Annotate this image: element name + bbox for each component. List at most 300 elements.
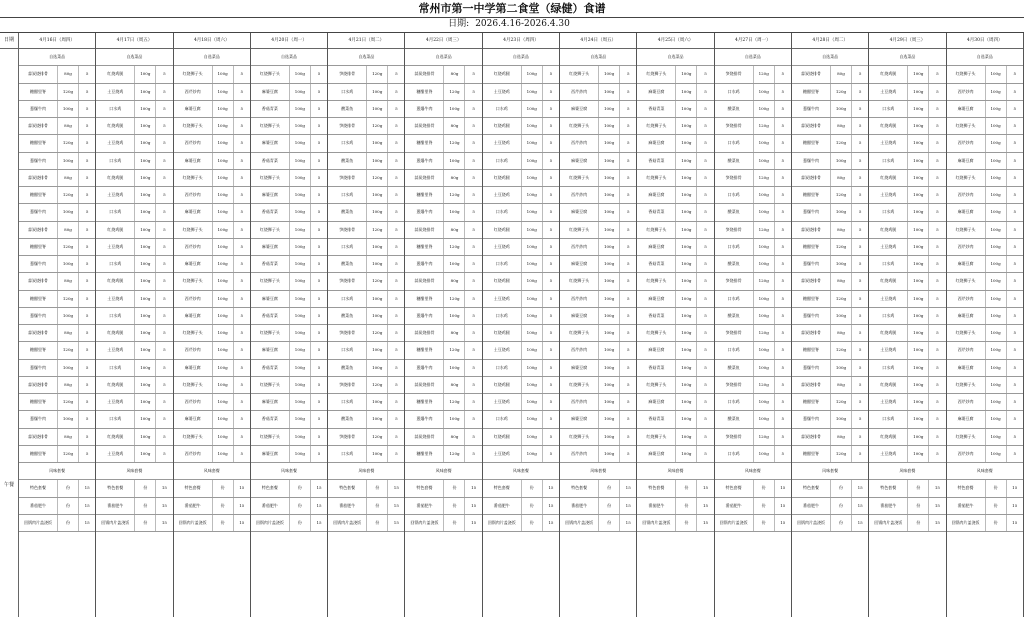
set-meal-price: 15 <box>857 519 863 525</box>
dish-row <box>637 101 713 118</box>
set-meal-row <box>174 498 250 515</box>
dish-name: 土豆烧鸡 <box>96 291 135 307</box>
dish-weight: 100g <box>213 325 234 341</box>
dish-weight: 100g <box>676 360 697 376</box>
day-header: 4月28日（周二） <box>792 33 868 49</box>
dish-weight: 100g <box>831 360 852 376</box>
dish-weight: 100g <box>522 256 543 272</box>
dish-weight: 100g <box>908 291 929 307</box>
set-meal-row <box>19 498 95 515</box>
dish-weight: 100g <box>290 222 311 238</box>
dish-name: 糖醋里脊 <box>792 84 831 100</box>
dish-name: 红烧狮子头 <box>174 170 213 186</box>
dish-row <box>483 342 559 359</box>
dish-name: 麻婆豆腐 <box>637 187 676 203</box>
dish-name: 口水鸡 <box>715 187 754 203</box>
dish-price: 5 <box>936 105 939 111</box>
dish-price: 5 <box>549 88 553 94</box>
dish-price: 5 <box>858 416 862 422</box>
dish-row <box>792 170 868 187</box>
dish-row <box>483 429 559 446</box>
dish-name: 口水鸡 <box>715 84 754 100</box>
dish-weight: 100g <box>135 239 156 255</box>
dish-price: 5 <box>472 71 475 77</box>
dish-weight: 100g <box>367 394 388 410</box>
set-meal-price: 15 <box>625 502 631 508</box>
dish-name: 糖醋里脊 <box>792 342 831 358</box>
dish-row <box>637 273 713 290</box>
dish-name: 糖醋里脊 <box>19 342 58 358</box>
dish-weight: 100g <box>213 360 234 376</box>
set-meal-price: 15 <box>934 502 940 508</box>
dish-row <box>869 411 945 428</box>
dish-price: 5 <box>240 71 244 77</box>
dish-name: 蒜炭烧排骨 <box>19 118 58 134</box>
dish-price: 5 <box>395 295 398 301</box>
dish-row <box>560 360 636 377</box>
dish-price: 5 <box>781 123 785 128</box>
set-meal-name: 番茄肥牛 <box>947 498 986 514</box>
dish-name: 麻婆豆腐 <box>947 153 986 169</box>
dish-name: 西芹炒肉 <box>560 84 599 100</box>
dish-name: 红烧狮子头 <box>560 377 599 393</box>
dish-name: 西芹炒肉 <box>174 446 213 462</box>
dish-price: 5 <box>936 209 939 215</box>
dish-weight: 100g <box>908 118 929 134</box>
dish-price: 5 <box>858 433 862 439</box>
dish-row <box>715 66 791 83</box>
dish-price: 5 <box>781 71 785 77</box>
dish-price: 5 <box>704 399 707 404</box>
dish-price: 5 <box>704 295 707 301</box>
dish-price: 5 <box>240 123 244 128</box>
dish-name: 口水鸡 <box>715 394 754 410</box>
dish-weight: 100g <box>367 291 388 307</box>
set-meal-row <box>947 480 1023 497</box>
dish-price: 5 <box>781 450 785 456</box>
dish-name: 土豆烧鸡 <box>869 135 908 151</box>
dish-weight: 100g <box>290 394 311 410</box>
dish-name: 红烧鸡腿 <box>96 170 135 186</box>
dish-name: 西芹炒肉 <box>174 239 213 255</box>
set-meal-unit: 份 <box>831 515 852 531</box>
dish-row <box>251 118 327 135</box>
dish-price: 5 <box>549 123 553 128</box>
dish-name: 红烧鸡腿 <box>96 377 135 393</box>
category-label: 自选菜品 <box>405 49 481 66</box>
dish-name: 红烧鸡腿 <box>869 273 908 289</box>
dish-name: 土豆烧鸡 <box>869 291 908 307</box>
dish-price: 5 <box>240 312 244 318</box>
dish-row <box>869 256 945 273</box>
dish-price: 5 <box>549 364 553 370</box>
set-meal-price: 15 <box>702 519 709 525</box>
set-meal-price: 15 <box>625 485 631 491</box>
dish-name: 红烧狮子头 <box>560 66 599 82</box>
category-label: 自选菜品 <box>792 49 868 66</box>
dish-row <box>637 170 713 187</box>
dish-row <box>328 291 404 308</box>
dish-weight: 80g <box>831 118 852 134</box>
dish-weight: 100g <box>599 411 620 427</box>
dish-row <box>19 204 95 221</box>
dish-row <box>19 153 95 170</box>
dish-row <box>328 256 404 273</box>
dish-name: 土豆烧鸡 <box>483 291 522 307</box>
dish-price: 5 <box>704 71 707 77</box>
dish-name: 葱爆牛肉 <box>405 256 444 272</box>
dish-price: 5 <box>781 140 785 146</box>
dish-name: 红烧鸡腿 <box>869 66 908 82</box>
set-meal-unit: 份 <box>599 480 620 496</box>
dish-row <box>96 360 172 377</box>
flavor-label: 风味套餐 <box>96 463 172 480</box>
dish-weight: 100g <box>908 204 929 220</box>
dish-price: 5 <box>704 364 707 370</box>
dish-name: 西芹炒肉 <box>560 446 599 462</box>
dish-name: 笋烧排骨 <box>328 170 367 186</box>
dish-weight: 100g <box>522 66 543 82</box>
set-meal-unit: 份 <box>135 498 156 514</box>
set-meal-name: 特色套餐 <box>96 480 135 496</box>
dish-weight: 100g <box>676 187 697 203</box>
dish-name: 糖醋里脊 <box>19 187 58 203</box>
dish-weight: 100g <box>599 135 620 151</box>
dish-row <box>251 291 327 308</box>
dish-price: 5 <box>1013 123 1016 128</box>
dish-price: 5 <box>549 278 553 284</box>
dish-row <box>947 153 1023 170</box>
dish-price: 5 <box>317 174 321 180</box>
dish-row <box>328 308 404 325</box>
dish-name: 香菇青菜 <box>251 101 290 117</box>
dish-price: 5 <box>395 433 398 439</box>
dish-price: 5 <box>395 261 398 266</box>
dish-price: 5 <box>240 347 244 353</box>
dish-weight: 100g <box>290 187 311 203</box>
dish-weight: 100g <box>444 101 465 117</box>
dish-weight: 120g <box>831 84 852 100</box>
dish-price: 5 <box>936 123 939 128</box>
dish-price: 5 <box>472 295 475 301</box>
dish-price: 5 <box>85 157 89 163</box>
dish-weight: 100g <box>986 153 1007 169</box>
day-column <box>792 33 869 617</box>
dish-weight: 100g <box>522 118 543 134</box>
dish-weight: 100g <box>599 118 620 134</box>
set-meal-unit: 份 <box>367 480 388 496</box>
dish-price: 5 <box>549 399 553 404</box>
dish-price: 5 <box>781 295 785 301</box>
dish-row <box>96 256 172 273</box>
dish-price: 5 <box>85 295 89 301</box>
dish-price: 5 <box>85 243 89 249</box>
dish-row <box>715 222 791 239</box>
set-meal-name: 回锅肉片盖浇饭 <box>869 515 908 531</box>
set-meal-name: 回锅肉片盖浇饭 <box>947 515 986 531</box>
dish-price: 5 <box>549 381 553 387</box>
dish-price: 5 <box>163 278 166 284</box>
dish-row <box>715 101 791 118</box>
dish-row <box>251 411 327 428</box>
dish-price: 5 <box>163 243 166 249</box>
dish-name: 葱爆牛肉 <box>19 153 58 169</box>
set-meal-row <box>715 498 791 515</box>
dish-price: 5 <box>858 261 862 266</box>
dish-price: 5 <box>85 330 89 335</box>
dish-name: 口水鸡 <box>715 342 754 358</box>
dish-price: 5 <box>781 226 785 232</box>
set-meal-price: 15 <box>239 485 245 491</box>
dish-price: 5 <box>936 347 939 353</box>
dish-price: 5 <box>395 330 398 335</box>
dish-weight: 100g <box>754 101 775 117</box>
dish-name: 红烧狮子头 <box>174 66 213 82</box>
dish-price: 5 <box>472 261 475 266</box>
dish-weight: 100g <box>522 360 543 376</box>
dish-weight: 80g <box>444 273 465 289</box>
dish-name: 西芹炒肉 <box>174 187 213 203</box>
set-meal-row <box>637 480 713 497</box>
dish-weight: 100g <box>599 291 620 307</box>
dish-weight: 100g <box>367 135 388 151</box>
dish-price: 5 <box>395 123 398 128</box>
dish-weight: 100g <box>754 360 775 376</box>
dish-name: 笋烧排骨 <box>715 170 754 186</box>
set-meal-row <box>715 480 791 497</box>
dish-row <box>947 256 1023 273</box>
dish-row <box>792 135 868 152</box>
dish-price: 5 <box>85 226 89 232</box>
dish-price: 5 <box>704 209 707 215</box>
dish-price: 5 <box>936 295 939 301</box>
dish-weight: 100g <box>986 256 1007 272</box>
dish-row <box>483 84 559 101</box>
dish-row <box>792 118 868 135</box>
dish-weight: 120g <box>444 84 465 100</box>
dish-row <box>792 222 868 239</box>
dish-weight: 100g <box>290 446 311 462</box>
dish-price: 5 <box>781 364 785 370</box>
set-meal-name: 回锅肉片盖浇饭 <box>715 515 754 531</box>
dish-price: 5 <box>549 416 553 422</box>
dish-price: 5 <box>395 209 398 215</box>
set-meal-row <box>483 498 559 515</box>
dish-weight: 100g <box>599 256 620 272</box>
dish-weight: 80g <box>444 429 465 445</box>
dish-row <box>96 101 172 118</box>
dish-name: 蒜炭烧排骨 <box>405 170 444 186</box>
dish-name: 葱爆牛肉 <box>405 153 444 169</box>
dish-price: 5 <box>936 312 939 318</box>
dish-name: 葱爆牛肉 <box>19 256 58 272</box>
dish-row <box>328 446 404 463</box>
dish-weight: 100g <box>986 325 1007 341</box>
dish-row <box>483 118 559 135</box>
dish-name: 口水鸡 <box>328 291 367 307</box>
dish-price: 5 <box>781 105 785 111</box>
dish-weight: 120g <box>831 135 852 151</box>
dish-name: 西芹炒肉 <box>947 291 986 307</box>
dish-weight: 100g <box>986 66 1007 82</box>
dish-row <box>96 377 172 394</box>
flavor-label: 风味套餐 <box>947 463 1023 480</box>
set-meal-price: 15 <box>934 485 940 491</box>
set-meal-row <box>483 480 559 497</box>
dish-row <box>947 204 1023 221</box>
dish-name: 笋烧排骨 <box>328 66 367 82</box>
dish-name: 糖醋里脊 <box>19 84 58 100</box>
dish-name: 红烧狮子头 <box>560 222 599 238</box>
dish-price: 5 <box>240 140 244 146</box>
dish-name: 笋烧排骨 <box>328 325 367 341</box>
flavor-label: 风味套餐 <box>637 463 713 480</box>
dish-name: 红烧狮子头 <box>637 222 676 238</box>
set-meal-name: 特色套餐 <box>637 480 676 496</box>
dish-weight: 100g <box>908 411 929 427</box>
dish-name: 蒜炭烧排骨 <box>792 118 831 134</box>
dish-weight: 100g <box>986 118 1007 134</box>
dish-weight: 100g <box>290 325 311 341</box>
dish-weight: 100g <box>908 101 929 117</box>
dish-name: 笋烧排骨 <box>715 222 754 238</box>
dish-row <box>19 101 95 118</box>
dish-row <box>637 291 713 308</box>
dish-row <box>792 187 868 204</box>
dish-name: 红烧鸡腿 <box>96 222 135 238</box>
dish-name: 蒜炭烧排骨 <box>405 325 444 341</box>
set-meal-unit: 份 <box>676 498 697 514</box>
dish-price: 5 <box>317 278 321 284</box>
dish-row <box>869 325 945 342</box>
dish-price: 5 <box>936 88 939 94</box>
dish-name: 土豆烧鸡 <box>483 187 522 203</box>
dish-weight: 100g <box>213 239 234 255</box>
dish-name: 糖醋里脊 <box>19 394 58 410</box>
dish-name: 土豆烧鸡 <box>96 187 135 203</box>
dish-row <box>19 256 95 273</box>
menu-table <box>0 33 1024 617</box>
flavor-label: 风味套餐 <box>560 463 636 480</box>
dish-weight: 100g <box>831 101 852 117</box>
dish-row <box>405 360 481 377</box>
dish-weight: 100g <box>599 153 620 169</box>
dish-price: 5 <box>936 330 939 335</box>
dish-row <box>19 222 95 239</box>
dish-price: 5 <box>549 450 553 456</box>
dish-row <box>174 360 250 377</box>
dish-row <box>19 377 95 394</box>
dish-row <box>947 429 1023 446</box>
dish-name: 土豆烧鸡 <box>483 239 522 255</box>
dish-price: 5 <box>240 330 244 335</box>
dish-weight: 100g <box>754 342 775 358</box>
dish-name: 蒜炭烧排骨 <box>19 66 58 82</box>
set-meal-row <box>947 515 1023 532</box>
dish-price: 5 <box>626 105 630 111</box>
dish-weight: 100g <box>522 273 543 289</box>
dish-name: 麻婆豆腐 <box>560 204 599 220</box>
set-meal-price: 15 <box>393 502 399 508</box>
dish-price: 5 <box>626 312 630 318</box>
dish-row <box>715 342 791 359</box>
dish-weight: 100g <box>676 204 697 220</box>
dish-weight: 100g <box>986 135 1007 151</box>
dish-weight: 120g <box>444 135 465 151</box>
dish-weight: 120g <box>754 273 775 289</box>
dish-name: 红烧狮子头 <box>174 273 213 289</box>
dish-name: 口水鸡 <box>96 256 135 272</box>
dish-name: 糖醋里脊 <box>405 135 444 151</box>
dish-weight: 100g <box>599 360 620 376</box>
dish-price: 5 <box>1013 450 1016 456</box>
dish-weight: 120g <box>367 222 388 238</box>
dish-price: 5 <box>858 140 862 146</box>
dish-row <box>19 342 95 359</box>
dish-name: 糖醋里脊 <box>792 291 831 307</box>
dish-price: 5 <box>163 312 166 318</box>
dish-name: 红烧狮子头 <box>251 273 290 289</box>
dish-name: 口水鸡 <box>483 360 522 376</box>
dish-weight: 100g <box>676 118 697 134</box>
dish-name: 糖醋里脊 <box>792 187 831 203</box>
dish-price: 5 <box>472 157 475 163</box>
dish-name: 红烧狮子头 <box>637 66 676 82</box>
dish-price: 5 <box>472 450 475 456</box>
set-meal-unit: 份 <box>135 480 156 496</box>
dish-price: 5 <box>781 416 785 422</box>
dish-name: 香菇青菜 <box>251 256 290 272</box>
set-meal-unit: 份 <box>367 515 388 531</box>
dish-price: 5 <box>85 450 89 456</box>
dish-name: 口水鸡 <box>483 256 522 272</box>
dish-weight: 120g <box>444 187 465 203</box>
day-column <box>96 33 173 617</box>
dish-row <box>19 84 95 101</box>
dish-weight: 100g <box>290 273 311 289</box>
dish-row <box>715 187 791 204</box>
dish-price: 5 <box>472 347 475 353</box>
dish-weight: 100g <box>908 84 929 100</box>
dish-name: 口水鸡 <box>328 187 367 203</box>
dish-weight: 100g <box>599 84 620 100</box>
dish-name: 葱爆牛肉 <box>19 308 58 324</box>
set-meal-price: 15 <box>84 485 90 491</box>
dish-price: 5 <box>704 192 707 197</box>
dish-price: 5 <box>240 209 244 215</box>
dish-price: 5 <box>395 140 398 146</box>
dish-name: 红烧狮子头 <box>947 325 986 341</box>
dish-row <box>792 84 868 101</box>
dish-row <box>251 84 327 101</box>
dish-name: 红烧鸡腿 <box>483 222 522 238</box>
set-meal-name: 番茄肥牛 <box>251 498 290 514</box>
set-meal-unit: 份 <box>290 498 311 514</box>
dish-row <box>96 342 172 359</box>
dish-row <box>947 170 1023 187</box>
dish-price: 5 <box>317 88 321 94</box>
dish-weight: 100g <box>213 153 234 169</box>
dish-name: 西芹炒肉 <box>560 394 599 410</box>
dish-name: 麻婆豆腐 <box>947 256 986 272</box>
dish-weight: 100g <box>986 273 1007 289</box>
dish-price: 5 <box>1013 295 1016 301</box>
dish-weight: 80g <box>58 170 79 186</box>
dish-name: 口水鸡 <box>328 446 367 462</box>
dish-name: 蒜炭烧排骨 <box>19 429 58 445</box>
dish-row <box>251 170 327 187</box>
set-meal-unit: 份 <box>908 515 929 531</box>
